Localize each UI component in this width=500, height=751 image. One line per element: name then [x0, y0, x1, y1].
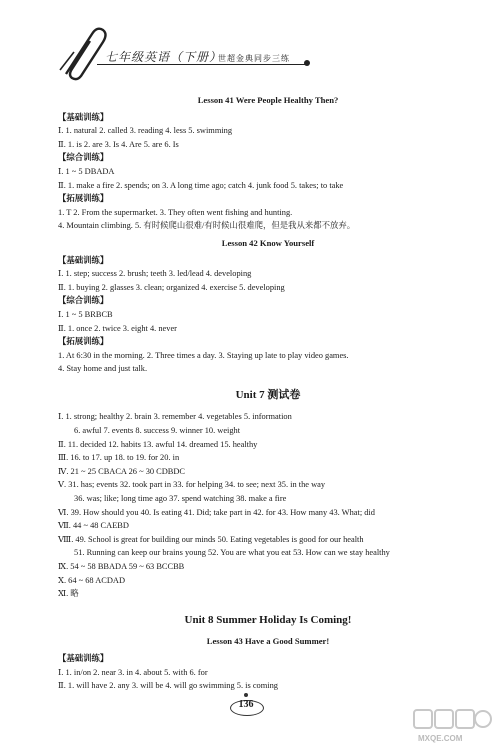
section-heading: 【基础训练】	[58, 255, 109, 265]
section-heading: 【拓展训练】	[58, 194, 109, 204]
answer-line: Ⅸ. 54 ~ 58 BBADA 59 ~ 63 BCCBB	[58, 562, 185, 571]
answer-line-continued: 51. Running can keep our brains young 52. You are what you eat 53. How can we stay healthy	[74, 548, 390, 558]
section-heading: 【基础训练】	[58, 653, 109, 663]
answer-line: Ⅱ. 1. is 2. are 3. Is 4. Are 5. are 6. Is	[58, 139, 179, 149]
answer-line: 1. At 6:30 in the morning. 2. Three times a day. 3. Staying up late to play video games.	[58, 350, 349, 360]
answer-line: Ⅴ. 31. has; events 32. took part in 33. for helping 34. to see; next 35. in the way	[58, 480, 326, 490]
answer-line: Ⅰ. 1 ~ 5 DBADA	[58, 166, 115, 176]
answer-line: Ⅵ. 39. How should you 40. Is eating 41. Did; take part in 42. for 43. How many 43. What; did	[58, 507, 375, 517]
answer-line: Ⅳ. 21 ~ 25 CBACA 26 ~ 30 CDBDC	[58, 466, 186, 476]
lesson-heading: Lesson 41 Were People Healthy Then?	[197, 95, 339, 105]
answer-line: Ⅰ. 1. strong; healthy 2. brain 3. remember 4. vegetables 5. information	[58, 412, 292, 422]
answer-line: Ⅷ. 49. School is great for building our minds 50. Eating vegetables is good for our health	[58, 534, 364, 544]
lesson-heading: Lesson 42 Know Yourself	[221, 237, 315, 248]
answer-line-continued: 36. was; like; long time ago 37. spend watching 38. make a fire	[74, 494, 287, 504]
book-title: 七年级英语（下册）	[105, 50, 223, 64]
watermark-text: MXQE.COM	[418, 734, 463, 743]
answer-line: Ⅱ. 1. will have 2. any 3. will be 4. will go swimming 5. is coming	[58, 681, 278, 691]
page-header	[0, 0, 500, 75]
section-heading: 【基础训练】	[58, 112, 109, 122]
unit-heading: Unit 8 Summer Holiday Is Coming!	[184, 613, 352, 626]
answer-line: Ⅶ. 44 ~ 48 CAEBD	[58, 521, 129, 531]
paperclip-logo-icon	[52, 20, 112, 82]
answer-line: Ⅱ. 11. decided 12. habits 13. awful 14. dreamed 15. healthy	[58, 439, 258, 449]
answer-line-continued: 6. awful 7. events 8. success 9. winner 10. weight	[74, 426, 241, 436]
header-rule-dot	[304, 60, 310, 66]
answer-line: Ⅺ. 略	[58, 589, 79, 599]
lesson-heading: Lesson 43 Have a Good Summer!	[206, 636, 330, 647]
book-series: 世超金典同步三练	[218, 54, 290, 63]
section-heading: 【综合训练】	[58, 153, 109, 163]
answer-line: Ⅰ. 1 ~ 5 BRBCB	[58, 309, 113, 319]
header-rule	[97, 64, 305, 65]
answer-line: 1. T 2. From the supermarket. 3. They often went fishing and hunting.	[58, 207, 293, 217]
answer-line: Ⅲ. 16. to 17. up 18. to 19. for 20. in	[58, 453, 180, 463]
answer-line: Ⅹ. 64 ~ 68 ACDAD	[58, 575, 126, 585]
answer-line: Ⅰ. 1. in/on 2. near 3. in 4. about 5. with 6. for	[58, 667, 208, 677]
section-heading: 【拓展训练】	[58, 337, 109, 347]
answer-line: Ⅱ. 1. make a fire 2. spends; on 3. A long time ago; catch 4. junk food 5. takes; to take	[58, 180, 344, 190]
answer-line: Ⅱ. 1. buying 2. glasses 3. clean; organized 4. exercise 5. developing	[58, 282, 285, 292]
answer-line: Ⅰ. 1. step; success 2. brush; teeth 3. led/lead 4. developing	[58, 269, 252, 279]
answer-key-body	[58, 90, 478, 693]
page-number: 136	[238, 699, 254, 710]
unit-heading: Unit 7 测试卷	[235, 388, 301, 401]
page-number-dot	[244, 693, 248, 697]
answer-line: Ⅰ. 1. natural 2. called 3. reading 4. less 5. swimming	[58, 126, 233, 136]
answer-line: 4. Stay home and just talk.	[58, 364, 148, 374]
answer-line: 4. Mountain climbing. 5. 有时候爬山很难/有时候山很难爬，但是我从来都不放弃。	[58, 221, 356, 231]
section-heading: 【综合训练】	[58, 296, 109, 306]
answer-line: Ⅱ. 1. once 2. twice 3. eight 4. never	[58, 323, 177, 333]
